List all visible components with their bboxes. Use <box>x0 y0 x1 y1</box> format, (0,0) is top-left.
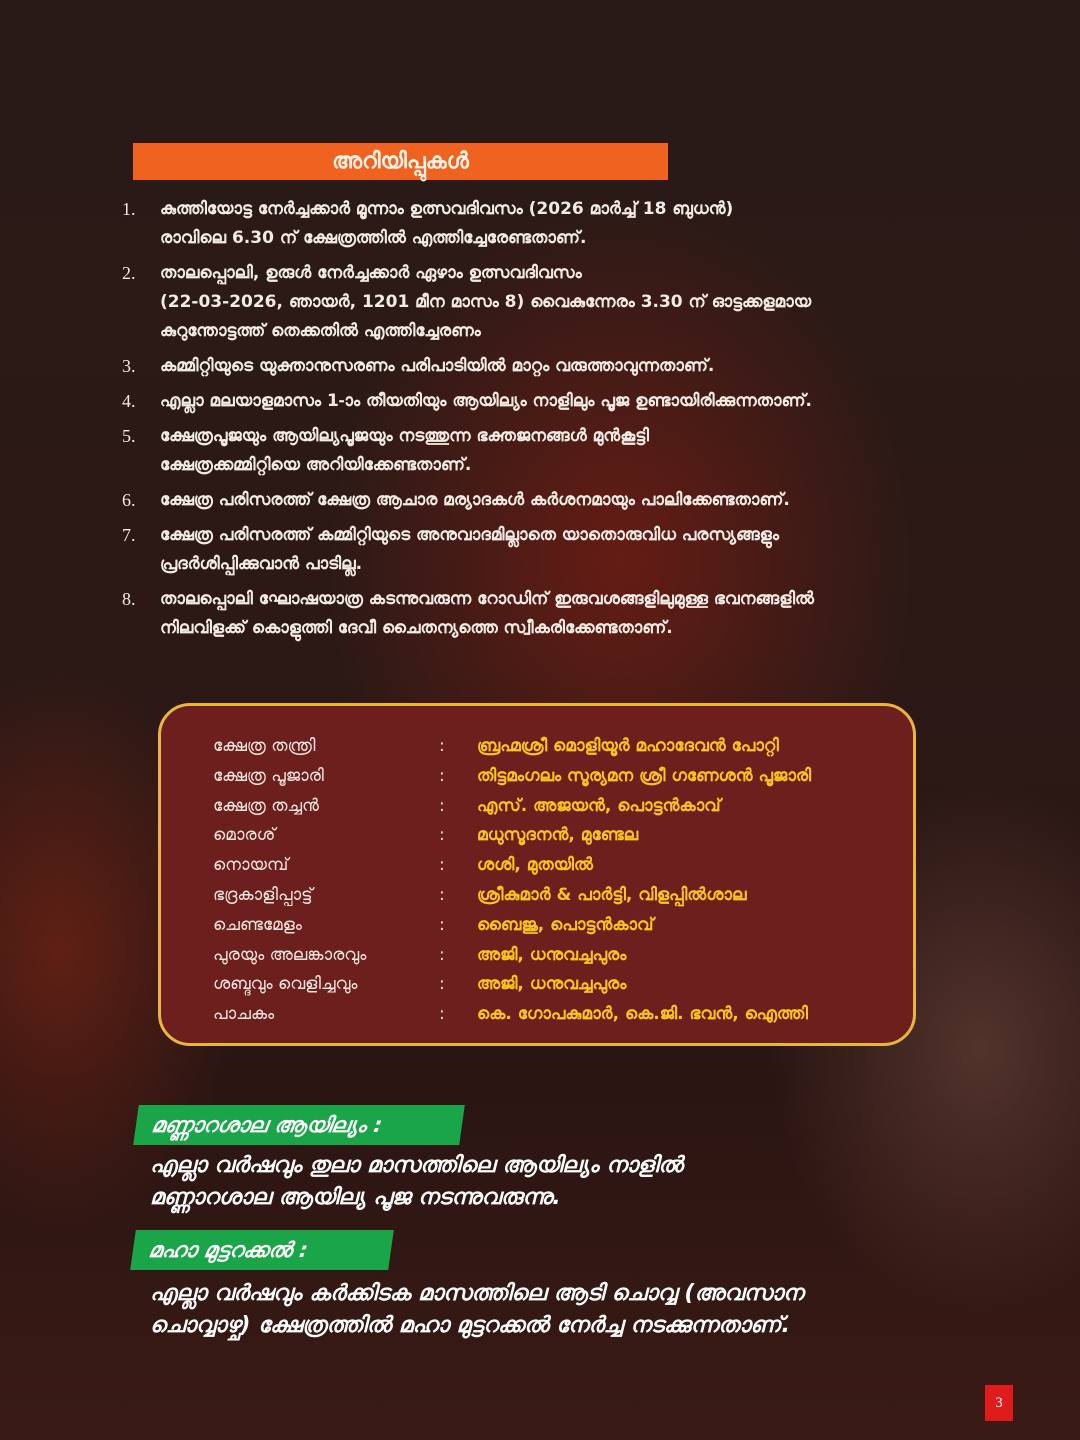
notice-number: 1. <box>122 199 136 219</box>
credit-value: കെ. ഗോപകുമാർ, കെ.ജി. ഭവൻ, ഐത്തി <box>477 1004 808 1025</box>
notice-item <box>122 387 1002 416</box>
notice-item <box>122 422 1002 480</box>
notices-title: അറിയിപ്പുകൾ <box>133 143 668 180</box>
page-number: 3 <box>985 1385 1013 1421</box>
text-line: എല്ലാ വർഷവും കർക്കിടക മാസത്തിലെ ആടി ചൊവ്വ (അവസാന <box>150 1281 804 1306</box>
credit-label: ക്ഷേത്ര തന്ത്രി <box>213 736 316 756</box>
credit-label: മൊരശ് <box>213 825 276 846</box>
notice-text <box>160 422 649 480</box>
credit-row <box>213 791 721 821</box>
credit-value: തിട്ടമംഗലം സൂര്യമന ശ്രീ ഗണേശൻ പൂജാരി <box>477 765 812 786</box>
credit-label: പാചകം <box>213 1004 275 1025</box>
credit-label: നൊയമ്പ് <box>213 855 289 876</box>
credit-separator: : <box>439 825 445 846</box>
notice-line: കുത്തിയോട്ട നേർച്ചക്കാർ മൂന്നാം ഉത്സവദിവസം (2026 മാർച്ച് 18 ബുധൻ) <box>160 199 734 219</box>
notice-item <box>122 585 1002 643</box>
notice-line: താലപ്പൊലി, ഉരുൾ നേർച്ചക്കാർ ഏഴാം ഉത്സവദിവസം <box>160 263 582 283</box>
credit-label: ചെണ്ടമേളം <box>213 914 302 935</box>
section-heading-maha-muttarakkal: മഹാ മുട്ടറക്കൽ : <box>130 1230 394 1270</box>
credit-row <box>213 880 747 910</box>
credit-value: എസ്. അജയൻ, പൊട്ടൻകാവ് <box>477 795 721 816</box>
notice-text <box>160 387 812 416</box>
credit-separator: : <box>439 736 445 756</box>
credit-row <box>213 940 626 970</box>
notice-line: എല്ലാ മലയാളമാസം 1-ാം തീയതിയും ആയില്യം നാളിലും പൂജ ഉണ്ടായിരിക്കുന്നതാണ്. <box>160 391 812 411</box>
notice-text <box>160 259 811 346</box>
notice-text <box>160 521 779 579</box>
notice-line: (22-03-2026, ഞായർ, 1201 മീന മാസം 8) വൈകുന്നേരം 3.30 ന് ഓട്ടക്കളമായ <box>160 292 812 312</box>
credit-row <box>213 731 779 761</box>
text-line: ചൊവ്വാഴ്ച) ക്ഷേത്രത്തിൽ മഹാ മുട്ടറക്കൽ നേർച്ച നടക്കുന്നതാണ്. <box>150 1313 790 1338</box>
notice-item <box>122 486 1002 515</box>
credit-label: ക്ഷേത്ര പൂജാരി <box>213 765 324 786</box>
credit-label: ക്ഷേത്ര തച്ചൻ <box>213 795 319 816</box>
notice-item <box>122 352 1002 381</box>
section-text-maha-muttarakkal <box>150 1278 803 1342</box>
credit-row <box>213 999 808 1029</box>
credit-row <box>213 910 654 940</box>
credit-separator: : <box>439 974 445 995</box>
notice-number: 4. <box>122 391 136 411</box>
notice-line: രാവിലെ 6.30 ന് ക്ഷേത്രത്തിൽ എത്തിച്ചേരേണ്ടതാണ്. <box>160 228 587 248</box>
notice-line: കമ്മിറ്റിയുടെ യുക്താനുസരണം പരിപാടിയിൽ മാറ്റം വരുത്താവുന്നതാണ്. <box>160 356 715 376</box>
credit-row <box>213 969 626 999</box>
credit-label: ഭദ്രകാളിപ്പാട്ട് <box>213 885 313 905</box>
credit-label: ശബ്ദവും വെളിച്ചവും <box>213 974 358 995</box>
credit-value: ബ്രഹ്മശ്രീ മൊളിയൂർ മഹാദേവൻ പോറ്റി <box>477 736 779 756</box>
notice-line: ക്ഷേത്ര പരിസരത്ത് കമ്മിറ്റിയുടെ അനുവാദമില്ലാതെ യാതൊരുവിധ പരസ്യങ്ങളും <box>160 525 779 545</box>
notice-item <box>122 195 1002 253</box>
credit-value: മധുസൂദനൻ, മുണ്ടേല <box>477 825 639 846</box>
notice-line: താലപ്പൊലി ഘോഷയാത്ര കടന്നുവരുന്ന റോഡിന് ഇരുവശങ്ങളിലുമുള്ള ഭവനങ്ങളിൽ <box>160 589 814 609</box>
notice-line: നിലവിളക്ക് കൊളുത്തി ദേവീ ചൈതന്യത്തെ സ്വീകരിക്കേണ്ടതാണ്. <box>160 618 673 638</box>
credit-row <box>213 850 593 880</box>
notice-line: കുറുന്തോട്ടത്ത് തെക്കതിൽ എത്തിച്ചേരണം <box>160 321 481 341</box>
text-line: മണ്ണാറശാല ആയില്യ പൂജ നടന്നുവരുന്നു. <box>150 1185 561 1210</box>
credit-value: അജി, ധനുവച്ചപുരം <box>477 974 627 995</box>
credit-separator: : <box>439 885 445 905</box>
notice-line: ക്ഷേത്രക്കമ്മിറ്റിയെ അറിയിക്കേണ്ടതാണ്. <box>160 455 472 475</box>
notice-number: 3. <box>122 356 136 376</box>
credit-value: ശ്രീകുമാർ & പാർട്ടി, വിളപ്പിൽശാല <box>477 885 747 905</box>
credit-separator: : <box>439 944 445 965</box>
notice-number: 2. <box>122 263 136 283</box>
notice-text <box>160 352 714 381</box>
credit-separator: : <box>439 1004 445 1025</box>
notices-list <box>122 195 1002 649</box>
credit-label: പുരയും അലങ്കാരവും <box>213 944 367 965</box>
credits-box <box>158 703 916 1046</box>
credit-separator: : <box>439 765 445 786</box>
credit-row <box>213 820 638 850</box>
credit-separator: : <box>439 855 445 876</box>
notice-item <box>122 259 1002 346</box>
notice-number: 7. <box>122 525 136 545</box>
notice-line: ക്ഷേത്ര പരിസരത്ത് ക്ഷേത്ര ആചാര മര്യാദകൾ കർശനമായും പാലിക്കേണ്ടതാണ്. <box>160 490 790 510</box>
notice-line: പ്രദർശിപ്പിക്കുവാൻ പാടില്ല. <box>160 554 363 574</box>
credit-separator: : <box>439 914 445 935</box>
notice-number: 8. <box>122 589 136 609</box>
credit-value: ശശി, മുതയിൽ <box>477 855 593 876</box>
credit-value: അജി, ധനുവച്ചപുരം <box>477 944 627 965</box>
notice-text <box>160 585 814 643</box>
notice-text <box>160 486 790 515</box>
credit-separator: : <box>439 795 445 816</box>
notice-line: ക്ഷേത്രപൂജയും ആയില്യപൂജയും നടത്തുന്ന ഭക്തജനങ്ങൾ മുൻകൂട്ടി <box>160 426 649 446</box>
section-text-mannarasala <box>150 1150 683 1214</box>
credit-row <box>213 761 811 791</box>
section-heading-mannarasala: മണ്ണാറശാല ആയില്യം : <box>133 1105 465 1145</box>
notice-number: 6. <box>122 490 136 510</box>
credit-value: ബൈജു, പൊട്ടൻകാവ് <box>477 914 654 935</box>
notice-number: 5. <box>122 426 136 446</box>
notice-text <box>160 195 733 253</box>
notice-item <box>122 521 1002 579</box>
text-line: എല്ലാ വർഷവും തുലാ മാസത്തിലെ ആയില്യം നാളിൽ <box>150 1153 683 1178</box>
